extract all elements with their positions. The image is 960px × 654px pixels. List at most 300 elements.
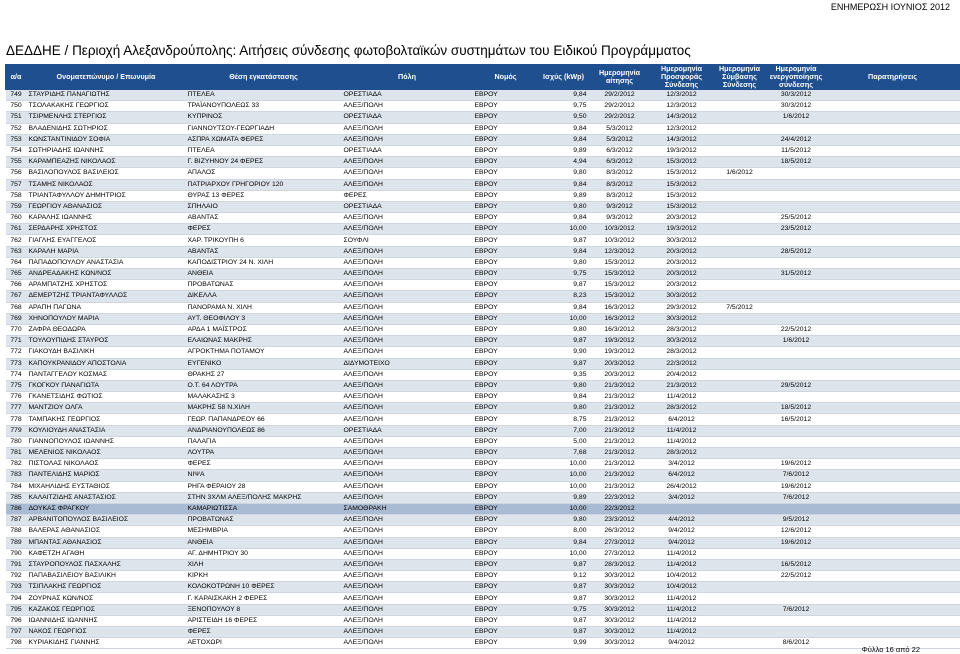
cell-city: ΑΛΕΞ/ΠΟΛΗ <box>342 526 473 537</box>
cell-contract-date <box>713 380 767 391</box>
cell-application-date: 9/3/2012 <box>589 201 651 212</box>
cell-activation-date: 16/5/2012 <box>767 414 826 425</box>
table-row <box>6 582 960 593</box>
cell-aa: 793 <box>6 582 27 593</box>
cell-prefecture: ΕΒΡΟΥ <box>473 213 539 224</box>
cell-city: ΟΡΕΣΤΙΑΔΑ <box>342 425 473 436</box>
cell-remarks <box>826 425 960 436</box>
cell-city: ΑΛΕΞ/ΠΟΛΗ <box>342 414 473 425</box>
cell-activation-date <box>767 302 826 313</box>
cell-aa: 789 <box>6 537 27 548</box>
cell-remarks <box>826 336 960 347</box>
cell-offer-date: 29/3/2012 <box>651 302 713 313</box>
cell-application-date: 8/3/2012 <box>589 190 651 201</box>
cell-location: ΦΕΡΕΣ <box>186 224 342 235</box>
cell-power: 9,80 <box>539 201 589 212</box>
col-header-city: Πόλη <box>342 65 473 90</box>
cell-aa: 771 <box>6 336 27 347</box>
cell-offer-date: 28/3/2012 <box>651 403 713 414</box>
cell-power: 9,87 <box>539 280 589 291</box>
cell-city: ΑΛΕΞ/ΠΟΛΗ <box>342 615 473 626</box>
table-row <box>6 593 960 604</box>
cell-activation-date <box>767 448 826 459</box>
cell-prefecture: ΕΒΡΟΥ <box>473 358 539 369</box>
cell-name: ΑΡΒΑΝΙΤΟΠΟΥΛΟΣ ΒΑΣΙΛΕΙΟΣ <box>27 515 186 526</box>
cell-prefecture: ΕΒΡΟΥ <box>473 112 539 123</box>
table-row <box>6 90 960 101</box>
cell-offer-date: 11/4/2012 <box>651 559 713 570</box>
cell-name: ΧΗΝΟΠΟΥΛΟΥ ΜΑΡΙΑ <box>27 313 186 324</box>
cell-contract-date <box>713 526 767 537</box>
table-row <box>6 134 960 145</box>
cell-contract-date <box>713 604 767 615</box>
cell-prefecture: ΕΒΡΟΥ <box>473 403 539 414</box>
cell-city: ΑΛΕΞ/ΠΟΛΗ <box>342 336 473 347</box>
cell-remarks <box>826 392 960 403</box>
cell-city: ΑΛΕΞ/ΠΟΛΗ <box>342 157 473 168</box>
cell-location: ΝΙΨΑ <box>186 470 342 481</box>
cell-remarks <box>826 481 960 492</box>
cell-name: ΑΝΔΡΕΑΔΑΚΗΣ ΚΩΝ/ΝΟΣ <box>27 269 186 280</box>
cell-remarks <box>826 436 960 447</box>
table-row <box>6 627 960 638</box>
cell-remarks <box>826 548 960 559</box>
cell-remarks <box>826 157 960 168</box>
cell-activation-date: 18/5/2012 <box>767 403 826 414</box>
cell-offer-date: 15/3/2012 <box>651 157 713 168</box>
cell-power: 4,94 <box>539 157 589 168</box>
cell-application-date: 30/3/2012 <box>589 615 651 626</box>
cell-activation-date <box>767 235 826 246</box>
table-row <box>6 615 960 626</box>
cell-prefecture: ΕΒΡΟΥ <box>473 526 539 537</box>
cell-application-date: 15/3/2012 <box>589 291 651 302</box>
table-row <box>6 369 960 380</box>
cell-contract-date <box>713 503 767 514</box>
cell-city: ΑΛΕΞ/ΠΟΛΗ <box>342 436 473 447</box>
cell-power: 9,90 <box>539 347 589 358</box>
cell-name: ΓΚΟΓΚΟΥ ΠΑΝΑΓΙΩΤΑ <box>27 380 186 391</box>
cell-contract-date <box>713 179 767 190</box>
cell-offer-date: 11/4/2012 <box>651 392 713 403</box>
cell-remarks <box>826 380 960 391</box>
cell-location: ΤΡΑΪΑΝΟΥΠΟΛΕΩΣ 33 <box>186 101 342 112</box>
cell-offer-date: 28/3/2012 <box>651 324 713 335</box>
cell-application-date: 20/3/2012 <box>589 369 651 380</box>
cell-activation-date: 8/6/2012 <box>767 638 826 649</box>
table-row <box>6 157 960 168</box>
cell-name: ΣΤΑΥΡΟΠΟΥΛΟΣ ΠΑΣΧΑΛΗΣ <box>27 559 186 570</box>
cell-prefecture: ΕΒΡΟΥ <box>473 224 539 235</box>
cell-power: 9,84 <box>539 392 589 403</box>
cell-remarks <box>826 90 960 101</box>
table-row <box>6 526 960 537</box>
cell-contract-date <box>713 134 767 145</box>
cell-power: 9,84 <box>539 123 589 134</box>
cell-remarks <box>826 224 960 235</box>
cell-offer-date: 4/4/2012 <box>651 515 713 526</box>
cell-offer-date: 28/3/2012 <box>651 347 713 358</box>
cell-offer-date: 11/4/2012 <box>651 604 713 615</box>
cell-activation-date <box>767 615 826 626</box>
cell-power: 9,80 <box>539 515 589 526</box>
cell-aa: 788 <box>6 526 27 537</box>
cell-aa: 774 <box>6 369 27 380</box>
cell-offer-date: 11/4/2012 <box>651 627 713 638</box>
cell-prefecture: ΕΒΡΟΥ <box>473 638 539 649</box>
cell-city: ΑΛΕΞ/ΠΟΛΗ <box>342 470 473 481</box>
cell-location: ΠΑΛΑΓΙΑ <box>186 436 342 447</box>
cell-prefecture: ΕΒΡΟΥ <box>473 369 539 380</box>
cell-power: 9,80 <box>539 380 589 391</box>
cell-offer-date: 30/3/2012 <box>651 291 713 302</box>
cell-name: ΜΠΑΝΤΑΣ ΑΘΑΝΑΣΙΟΣ <box>27 537 186 548</box>
cell-application-date: 10/3/2012 <box>589 235 651 246</box>
cell-aa: 758 <box>6 190 27 201</box>
cell-application-date: 22/3/2012 <box>589 492 651 503</box>
cell-location: ΧΑΡ. ΤΡΙΚΟΥΠΗ 6 <box>186 235 342 246</box>
cell-activation-date: 1/6/2012 <box>767 336 826 347</box>
cell-city: ΟΡΕΣΤΙΑΔΑ <box>342 112 473 123</box>
cell-application-date: 23/3/2012 <box>589 515 651 526</box>
cell-offer-date: 30/3/2012 <box>651 336 713 347</box>
cell-remarks <box>826 627 960 638</box>
cell-prefecture: ΕΒΡΟΥ <box>473 448 539 459</box>
cell-offer-date: 9/4/2012 <box>651 526 713 537</box>
cell-remarks <box>826 101 960 112</box>
cell-prefecture: ΕΒΡΟΥ <box>473 101 539 112</box>
cell-city: ΑΛΕΞ/ΠΟΛΗ <box>342 269 473 280</box>
cell-city: ΑΛΕΞ/ΠΟΛΗ <box>342 291 473 302</box>
cell-location: ΑΕΤΟΧΩΡΙ <box>186 638 342 649</box>
cell-contract-date: 7/5/2012 <box>713 302 767 313</box>
table-row <box>6 492 960 503</box>
cell-remarks <box>826 559 960 570</box>
cell-contract-date <box>713 414 767 425</box>
cell-activation-date <box>767 257 826 268</box>
table-row <box>6 459 960 470</box>
cell-location: ΡΗΓΑ ΦΕΡΑΙΟΥ 28 <box>186 481 342 492</box>
cell-power: 9,89 <box>539 145 589 156</box>
cell-location: ΘΥΡΑΣ 13 ΦΕΡΕΣ <box>186 190 342 201</box>
cell-remarks <box>826 313 960 324</box>
cell-location: ΠΑΤΡΙΑΡΧΟΥ ΓΡΗΓΟΡΙΟΥ 120 <box>186 179 342 190</box>
table-row <box>6 224 960 235</box>
cell-contract-date <box>713 347 767 358</box>
cell-aa: 759 <box>6 201 27 212</box>
cell-activation-date <box>767 190 826 201</box>
cell-name: ΚΩΝΣΤΑΝΤΙΝΙΔΟΥ ΣΟΦΙΑ <box>27 134 186 145</box>
cell-name: ΔΟΥΚΑΣ ΦΡΑΓΚΟΥ <box>27 503 186 514</box>
cell-power: 10,00 <box>539 481 589 492</box>
cell-contract-date <box>713 257 767 268</box>
cell-name: ΝΑΚΟΣ ΓΕΩΡΓΙΟΣ <box>27 627 186 638</box>
cell-prefecture: ΕΒΡΟΥ <box>473 425 539 436</box>
cell-offer-date: 12/3/2012 <box>651 123 713 134</box>
cell-application-date: 27/3/2012 <box>589 537 651 548</box>
cell-location: ΠΡΟΒΑΤΩΝΑΣ <box>186 515 342 526</box>
cell-name: ΚΑΛΑΙΤΖΙΔΗΣ ΑΝΑΣΤΑΣΙΟΣ <box>27 492 186 503</box>
cell-name: ΑΡΑΠΗ ΠΑΓΩΝΑ <box>27 302 186 313</box>
table-row <box>6 112 960 123</box>
cell-name: ΠΑΠΑΔΟΠΟΥΛΟΥ ΑΝΑΣΤΑΣΙΑ <box>27 257 186 268</box>
cell-activation-date <box>767 291 826 302</box>
table-row <box>6 392 960 403</box>
cell-application-date: 8/3/2012 <box>589 179 651 190</box>
cell-location: ΧΙΛΗ <box>186 559 342 570</box>
cell-remarks <box>826 134 960 145</box>
table-row <box>6 347 960 358</box>
cell-offer-date: 3/4/2012 <box>651 492 713 503</box>
cell-activation-date: 25/5/2012 <box>767 213 826 224</box>
cell-prefecture: ΕΒΡΟΥ <box>473 201 539 212</box>
cell-application-date: 15/3/2012 <box>589 257 651 268</box>
cell-location: ΔΙΚΕΛΛΑ <box>186 291 342 302</box>
cell-power: 10,00 <box>539 470 589 481</box>
table-row <box>6 559 960 570</box>
cell-name: ΚΑΠΟΥΚΡΑΝΙΔΟΥ ΑΠΟΣΤΟΛΙΑ <box>27 358 186 369</box>
cell-city: ΑΛΕΞ/ΠΟΛΗ <box>342 257 473 268</box>
cell-prefecture: ΕΒΡΟΥ <box>473 459 539 470</box>
cell-prefecture: ΕΒΡΟΥ <box>473 571 539 582</box>
cell-remarks <box>826 503 960 514</box>
cell-name: ΓΙΑΚΟΥΔΗ ΒΑΣΙΛΙΚΗ <box>27 347 186 358</box>
table-row <box>6 336 960 347</box>
cell-contract-date <box>713 269 767 280</box>
table-row <box>6 291 960 302</box>
cell-offer-date: 20/3/2012 <box>651 269 713 280</box>
cell-prefecture: ΕΒΡΟΥ <box>473 157 539 168</box>
cell-name: ΤΣΑΜΗΣ ΝΙΚΟΛΑΟΣ <box>27 179 186 190</box>
cell-application-date: 5/3/2012 <box>589 123 651 134</box>
cell-remarks <box>826 459 960 470</box>
cell-contract-date <box>713 448 767 459</box>
cell-name: ΒΛΑΔΕΝΙΔΗΣ ΣΩΤΗΡΙΟΣ <box>27 123 186 134</box>
cell-contract-date <box>713 593 767 604</box>
table-row <box>6 313 960 324</box>
cell-application-date: 15/3/2012 <box>589 280 651 291</box>
table-row <box>6 257 960 268</box>
cell-name: ΚΑΦΕΤΖΗ ΑΓΑΘΗ <box>27 548 186 559</box>
cell-application-date: 26/3/2012 <box>589 526 651 537</box>
cell-city: ΑΛΕΞ/ΠΟΛΗ <box>342 459 473 470</box>
cell-contract-date <box>713 101 767 112</box>
cell-remarks <box>826 615 960 626</box>
cell-activation-date: 19/6/2012 <box>767 481 826 492</box>
cell-aa: 772 <box>6 347 27 358</box>
cell-prefecture: ΕΒΡΟΥ <box>473 336 539 347</box>
cell-power: 7,00 <box>539 425 589 436</box>
cell-prefecture: ΕΒΡΟΥ <box>473 593 539 604</box>
cell-city: ΑΛΕΞ/ΠΟΛΗ <box>342 638 473 649</box>
cell-power: 9,87 <box>539 627 589 638</box>
cell-activation-date <box>767 313 826 324</box>
table-row <box>6 235 960 246</box>
table-row <box>6 548 960 559</box>
cell-offer-date: 6/4/2012 <box>651 414 713 425</box>
cell-prefecture: ΕΒΡΟΥ <box>473 380 539 391</box>
cell-activation-date: 19/6/2012 <box>767 459 826 470</box>
cell-contract-date <box>713 123 767 134</box>
cell-application-date: 8/3/2012 <box>589 168 651 179</box>
cell-contract-date <box>713 201 767 212</box>
cell-city: ΑΛΕΞ/ΠΟΛΗ <box>342 392 473 403</box>
cell-offer-date: 20/3/2012 <box>651 246 713 257</box>
cell-prefecture: ΕΒΡΟΥ <box>473 615 539 626</box>
cell-activation-date: 22/5/2012 <box>767 571 826 582</box>
cell-city: ΑΛΕΞ/ΠΟΛΗ <box>342 548 473 559</box>
cell-contract-date <box>713 459 767 470</box>
table-row <box>6 123 960 134</box>
cell-aa: 776 <box>6 392 27 403</box>
cell-prefecture: ΕΒΡΟΥ <box>473 291 539 302</box>
cell-offer-date: 19/3/2012 <box>651 224 713 235</box>
cell-name: ΜΑΝΤΖΙΟΥ ΟΛΓΑ <box>27 403 186 414</box>
cell-remarks <box>826 448 960 459</box>
cell-city: ΣΟΥΦΛΙ <box>342 235 473 246</box>
cell-prefecture: ΕΒΡΟΥ <box>473 627 539 638</box>
cell-aa: 785 <box>6 492 27 503</box>
table-row <box>6 246 960 257</box>
cell-application-date: 30/3/2012 <box>589 571 651 582</box>
table-row <box>6 324 960 335</box>
cell-remarks <box>826 235 960 246</box>
cell-prefecture: ΕΒΡΟΥ <box>473 257 539 268</box>
cell-power: 10,00 <box>539 313 589 324</box>
cell-name: ΓΕΩΡΓΙΟΥ ΑΘΑΝΑΣΙΟΣ <box>27 201 186 212</box>
applications-table <box>5 64 960 649</box>
cell-remarks <box>826 492 960 503</box>
cell-name: ΣΕΡΔΑΡΗΣ ΧΡΗΣΤΟΣ <box>27 224 186 235</box>
cell-remarks <box>826 604 960 615</box>
cell-city: ΟΡΕΣΤΙΑΔΑ <box>342 201 473 212</box>
cell-remarks <box>826 246 960 257</box>
cell-name: ΜΙΧΑΗΛΙΔΗΣ ΕΥΣΤΑΘΙΟΣ <box>27 481 186 492</box>
cell-power: 8,00 <box>539 526 589 537</box>
cell-location: ΑΝΘΕΙΑ <box>186 269 342 280</box>
cell-application-date: 30/3/2012 <box>589 582 651 593</box>
cell-application-date: 21/3/2012 <box>589 414 651 425</box>
cell-name: ΚΑΡΑΛΗΣ ΙΩΑΝΝΗΣ <box>27 213 186 224</box>
cell-location: ΚΟΛΟΚΟΤΡΩΝΗ 10 ΦΕΡΕΣ <box>186 582 342 593</box>
cell-power: 9,50 <box>539 112 589 123</box>
cell-prefecture: ΕΒΡΟΥ <box>473 280 539 291</box>
cell-application-date: 16/3/2012 <box>589 324 651 335</box>
cell-remarks <box>826 168 960 179</box>
cell-location: Γ. ΚΑΡΑΙΣΚΑΚΗ 2 ΦΕΡΕΣ <box>186 593 342 604</box>
cell-offer-date: 15/3/2012 <box>651 190 713 201</box>
cell-prefecture: ΕΒΡΟΥ <box>473 559 539 570</box>
cell-power: 9,80 <box>539 403 589 414</box>
cell-location: ΦΕΡΕΣ <box>186 627 342 638</box>
cell-prefecture: ΕΒΡΟΥ <box>473 123 539 134</box>
cell-aa: 768 <box>6 302 27 313</box>
cell-name: ΤΟΥΛΟΥΠΙΔΗΣ ΣΤΑΥΡΟΣ <box>27 336 186 347</box>
cell-aa: 778 <box>6 414 27 425</box>
cell-offer-date: 11/4/2012 <box>651 436 713 447</box>
cell-contract-date <box>713 112 767 123</box>
cell-remarks <box>826 324 960 335</box>
cell-offer-date: 11/4/2012 <box>651 548 713 559</box>
cell-aa: 798 <box>6 638 27 649</box>
cell-remarks <box>826 269 960 280</box>
cell-offer-date: 12/3/2012 <box>651 101 713 112</box>
cell-location: ΣΤΗΝ 3ΧΛΜ ΑΛΕΞ/ΠΟΛΗΣ ΜΑΚΡΗΣ <box>186 492 342 503</box>
cell-offer-date: 22/3/2012 <box>651 358 713 369</box>
cell-application-date: 21/3/2012 <box>589 481 651 492</box>
cell-city: ΑΛΕΞ/ΠΟΛΗ <box>342 280 473 291</box>
cell-activation-date <box>767 548 826 559</box>
cell-aa: 753 <box>6 134 27 145</box>
cell-location: ΠΑΝΟΡΑΜΑ Ν. ΧΙΛΗ <box>186 302 342 313</box>
col-header-activation-date: Ημερομηνία ενεργοποίησης σύνδεσης <box>767 65 826 90</box>
cell-aa: 782 <box>6 459 27 470</box>
cell-remarks <box>826 347 960 358</box>
cell-location: ΚΙΡΚΗ <box>186 571 342 582</box>
col-header-remarks: Παρατηρήσεις <box>826 65 960 90</box>
cell-activation-date <box>767 582 826 593</box>
cell-offer-date: 20/3/2012 <box>651 213 713 224</box>
cell-contract-date: 1/6/2012 <box>713 168 767 179</box>
cell-offer-date: 19/3/2012 <box>651 145 713 156</box>
cell-name: ΚΥΡΙΑΚΙΔΗΣ ΓΙΑΝΝΗΣ <box>27 638 186 649</box>
cell-application-date: 27/3/2012 <box>589 548 651 559</box>
cell-application-date: 30/3/2012 <box>589 593 651 604</box>
cell-contract-date <box>713 548 767 559</box>
cell-location: ΠΡΟΒΑΤΩΝΑΣ <box>186 280 342 291</box>
cell-aa: 780 <box>6 436 27 447</box>
cell-application-date: 21/3/2012 <box>589 425 651 436</box>
cell-city: ΑΛΕΞ/ΠΟΛΗ <box>342 369 473 380</box>
cell-application-date: 28/3/2012 <box>589 559 651 570</box>
cell-city: ΑΛΕΞ/ΠΟΛΗ <box>342 582 473 593</box>
cell-activation-date <box>767 123 826 134</box>
table-row <box>6 145 960 156</box>
cell-power: 7,68 <box>539 448 589 459</box>
cell-power: 9,12 <box>539 571 589 582</box>
cell-aa: 766 <box>6 280 27 291</box>
cell-prefecture: ΕΒΡΟΥ <box>473 246 539 257</box>
cell-contract-date <box>713 324 767 335</box>
cell-power: 5,00 <box>539 436 589 447</box>
cell-city: ΑΛΕΞ/ΠΟΛΗ <box>342 481 473 492</box>
cell-remarks <box>826 280 960 291</box>
cell-remarks <box>826 302 960 313</box>
cell-power: 9,87 <box>539 582 589 593</box>
cell-city: ΑΛΕΞ/ΠΟΛΗ <box>342 246 473 257</box>
table-row <box>6 201 960 212</box>
cell-name: ΚΑΡΑΛΗ ΜΑΡΙΑ <box>27 246 186 257</box>
cell-application-date: 15/3/2012 <box>589 269 651 280</box>
cell-remarks <box>826 537 960 548</box>
cell-application-date: 19/3/2012 <box>589 336 651 347</box>
cell-contract-date <box>713 515 767 526</box>
cell-aa: 765 <box>6 269 27 280</box>
cell-aa: 781 <box>6 448 27 459</box>
cell-name: ΑΡΑΜΠΑΤΖΗΣ ΧΡΗΣΤΟΣ <box>27 280 186 291</box>
cell-city: ΑΛΕΞ/ΠΟΛΗ <box>342 571 473 582</box>
table-row <box>6 302 960 313</box>
cell-offer-date: 20/4/2012 <box>651 369 713 380</box>
table-row <box>6 101 960 112</box>
cell-prefecture: ΕΒΡΟΥ <box>473 179 539 190</box>
cell-location: ΚΑΠΟΔΙΣΤΡΙΟΥ 24 Ν. ΧΙΛΗ <box>186 257 342 268</box>
cell-city: ΑΛΕΞ/ΠΟΛΗ <box>342 324 473 335</box>
cell-prefecture: ΕΒΡΟΥ <box>473 90 539 101</box>
cell-name: ΤΣΟΛΑΚΑΚΗΣ ΓΕΩΡΓΙΟΣ <box>27 101 186 112</box>
cell-application-date: 19/3/2012 <box>589 347 651 358</box>
cell-aa: 751 <box>6 112 27 123</box>
